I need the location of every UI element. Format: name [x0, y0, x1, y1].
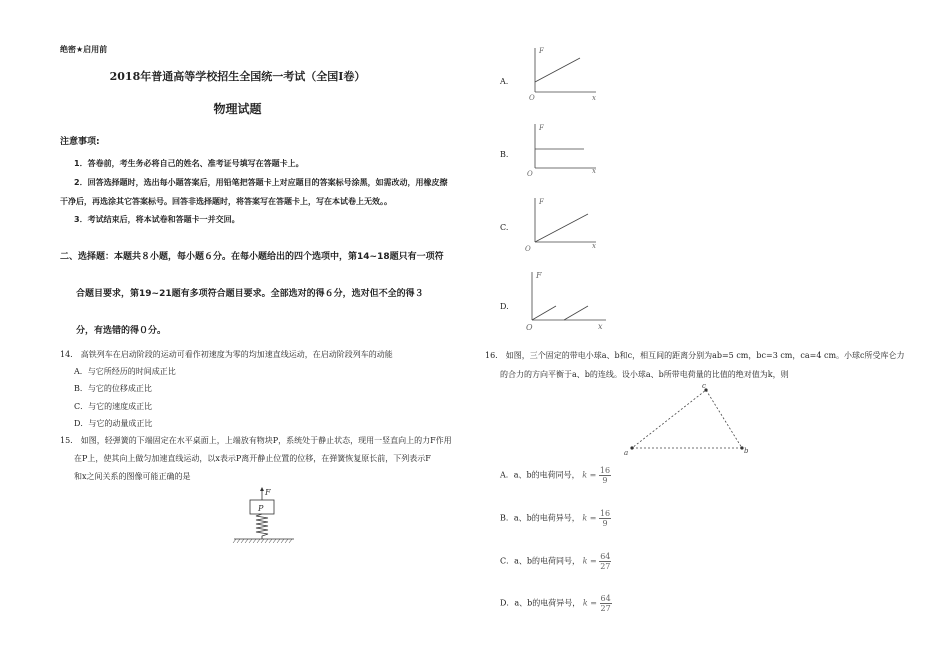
- notice-heading: 注意事项:: [60, 137, 100, 147]
- svg-text:x: x: [592, 242, 596, 250]
- svg-text:x: x: [592, 167, 596, 175]
- q16-option-c: C．a、b的电荷同号， k = $\frac{64}{27}$: [500, 552, 611, 571]
- svg-text:F: F: [539, 47, 544, 55]
- q16-stem-line-1: 16. 如图，三个固定的带电小球a、b和c，相互间的距离分别为ab=5 cm，bc=3 cm，ca=4 cm。小球c所受库仑力: [485, 351, 905, 360]
- q14-option-c: C．与它的速度成正比: [74, 402, 153, 411]
- q15-stem-line-1: 15. 如图，轻弹簧的下端固定在水平桌面上，上端放有物块P，系统处于静止状态，现用一竖直向上的力F作用: [60, 436, 452, 445]
- section-heading-line-1: 二、选择题：本题共８小题，每小题６分。在每小题给出的四个选项中，第14~18题只有一项符: [60, 252, 444, 262]
- svg-text:x: x: [592, 94, 596, 102]
- graph-a-line: [535, 58, 580, 82]
- notice-item-2-cont: 干净后，再选涂其它答案标号。回答非选择题时，将答案写在答题卡上，写在本试卷上无效。。: [60, 197, 392, 206]
- svg-text:c: c: [702, 382, 706, 390]
- subject-title: 物理试题: [213, 102, 262, 116]
- svg-text:F: F: [539, 124, 544, 132]
- q16-option-d: D．a、b的电荷异号， k = $\frac{64}{27}$: [500, 594, 611, 613]
- graph-a: [520, 44, 600, 102]
- notice-item-1: 1．答卷前，考生务必将自己的姓名、准考证号填写在答题卡上。: [74, 159, 304, 168]
- q15-stem-line-3: 和x之间关系的图像可能正确的是: [74, 472, 191, 481]
- q15-option-b-letter: B.: [500, 150, 509, 159]
- q15-stem-line-2: 在P上，使其向上做匀加速直线运动，以x表示P离开静止位置的位移，在弹簧恢复原长前，下列表示F: [74, 454, 431, 463]
- q14-option-a: A．与它所经历的时间成正比: [74, 367, 176, 376]
- graph-d-line-1: [532, 306, 556, 320]
- svg-text:F: F: [539, 198, 544, 206]
- charge-a: [630, 446, 633, 449]
- force-label: F: [265, 488, 271, 497]
- notice-item-3: 3．考试结束后，将本试卷和答题卡一并交回。: [74, 215, 240, 224]
- graph-c-line: [535, 214, 588, 242]
- graph-c: [520, 194, 600, 252]
- exam-title: 2018年普通高等学校招生全国统一考试（全国I卷）: [109, 70, 366, 83]
- svg-text:a: a: [624, 449, 629, 457]
- q14-option-b: B．与它的位移成正比: [74, 384, 152, 393]
- q15-option-c-letter: C.: [500, 223, 509, 232]
- q16-option-a: A．a、b的电荷同号， k = $\frac{16}{9}$: [500, 466, 611, 485]
- svg-text:x: x: [598, 322, 603, 331]
- q15-option-a-letter: A.: [500, 77, 509, 86]
- section-heading-line-2: 合题目要求，第19~21题有多项符合题目要求。全部选对的得６分，选对但不全的得３: [76, 289, 424, 299]
- q14-stem: 14. 高铁列车在启动阶段的运动可看作初速度为零的均加速直线运动，在启动阶段列车的动能: [60, 350, 393, 359]
- graph-d-line-2: [564, 306, 588, 320]
- spring: [256, 514, 268, 539]
- svg-text:b: b: [744, 447, 749, 455]
- charge-triangle-figure: [620, 382, 754, 458]
- section-heading-line-3: 分，有选错的得０分。: [76, 326, 167, 336]
- svg-text:O: O: [527, 170, 533, 178]
- confidential-mark: 绝密★启用前: [60, 45, 108, 54]
- q15-option-d-letter: D.: [500, 302, 509, 311]
- q16-option-b: B．a、b的电荷异号， k = $\frac{16}{9}$: [500, 509, 611, 528]
- q14-option-d: D．与它的动量成正比: [74, 419, 153, 428]
- svg-text:O: O: [525, 245, 531, 252]
- graph-d: [520, 266, 610, 332]
- svg-text:F: F: [536, 271, 542, 280]
- notice-item-2: 2．回答选择题时，选出每小题答案后，用铅笔把答题卡上对应题目的答案标号涂黑，如需改动，用橡皮擦: [74, 178, 448, 187]
- block-label: P: [258, 504, 264, 513]
- q16-stem-line-2: 的合力的方向平衡于a、b的连线。设小球a、b所带电荷量的比值的绝对值为k，则: [500, 370, 789, 379]
- spring-block-figure: [228, 486, 298, 548]
- graph-b: [520, 120, 600, 178]
- svg-text:O: O: [526, 323, 533, 332]
- svg-text:O: O: [529, 94, 535, 102]
